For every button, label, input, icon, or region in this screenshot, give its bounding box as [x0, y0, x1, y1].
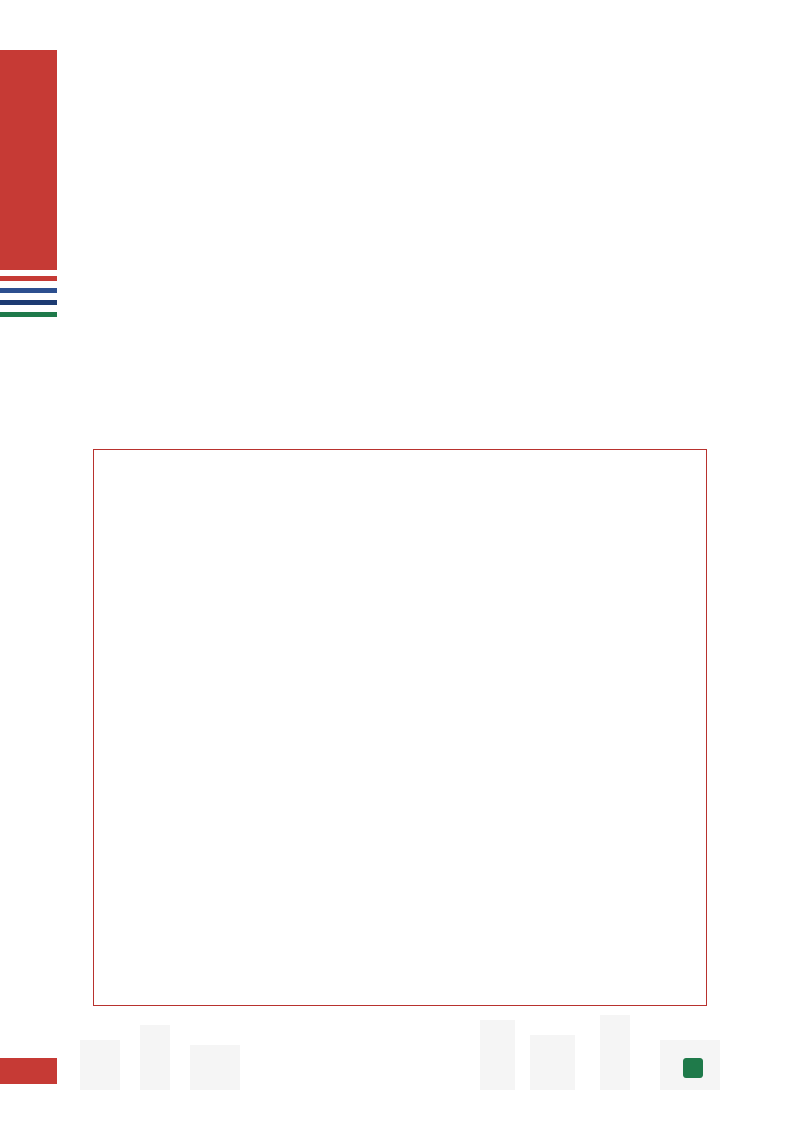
side-stripe-green — [0, 312, 57, 317]
procedure-table — [93, 449, 707, 1006]
publisher-logo — [683, 1058, 703, 1078]
page-number — [0, 1058, 57, 1084]
background-skyline — [60, 1010, 750, 1090]
side-stripe-navy — [0, 300, 57, 305]
side-tab — [0, 50, 57, 270]
side-stripe-red — [0, 276, 57, 281]
side-stripe-blue — [0, 288, 57, 293]
